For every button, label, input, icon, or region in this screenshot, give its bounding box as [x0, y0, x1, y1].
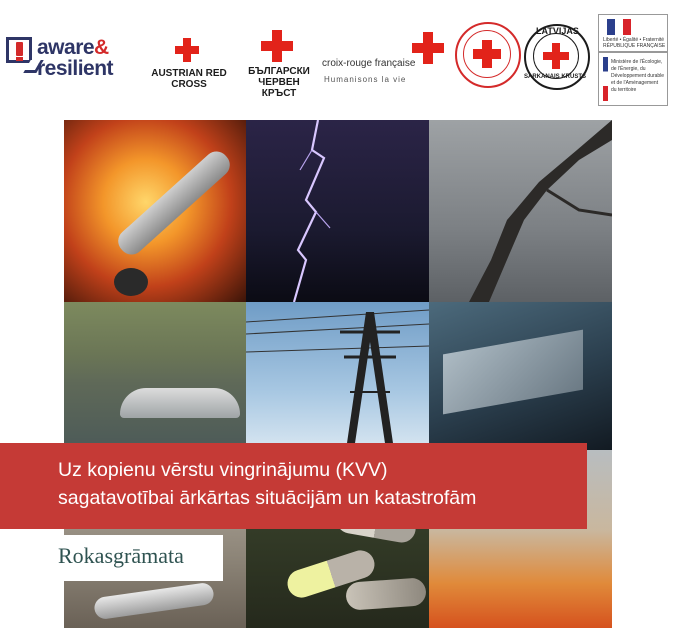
power-tower-photo: [246, 302, 429, 450]
title-line-2: sagatavotībai ārkārtas situācijām un katastrofām: [58, 487, 477, 509]
red-cross-icon: [412, 32, 444, 64]
french-flag-icon: [603, 57, 608, 101]
title-line-1: Uz kopienu vērstu vingrinājumu (KVV): [58, 459, 388, 481]
republique-francaise-logo: Liberté • Égalité • Fraternité RÉPUBLIQUE FRANÇAISE Ministère de l'Écologie, de l'Énergie, du Développement durable et de l'Aménagement du territoire: [598, 14, 668, 104]
flood-photo: [64, 302, 246, 450]
alert-icon: [6, 37, 32, 63]
bulgarian-red-cross-logo: БЪЛГАРСКИ ЧЕРВЕН КРЪСТ: [240, 28, 318, 88]
romanian-red-cross-seal: [455, 22, 521, 88]
french-flag-icon: [607, 19, 631, 35]
austrian-red-cross-logo: AUSTRIAN RED CROSS: [133, 36, 245, 86]
earthquake-crack-photo: [429, 120, 612, 302]
lightning-photo: [246, 120, 429, 302]
red-cross-icon: [175, 38, 199, 62]
red-cross-icon: [473, 40, 501, 68]
french-red-cross-logo: croix-rouge française Humanisons la vie: [322, 30, 450, 85]
logo-row: [0, 0, 673, 112]
aware-resilient-logo: aware& resilient: [4, 32, 130, 82]
latvian-red-cross-seal: LATVIJAS SARKANAIS KRUSTS: [524, 24, 590, 90]
car-crash-photo: [429, 302, 612, 450]
subtitle-box: [51, 535, 223, 581]
subtitle: Rokasgrāmata: [58, 543, 184, 568]
red-cross-icon: [261, 30, 293, 62]
title-banner: [0, 443, 587, 529]
red-cross-icon: [543, 43, 569, 69]
building-fire-photo: [64, 120, 246, 302]
